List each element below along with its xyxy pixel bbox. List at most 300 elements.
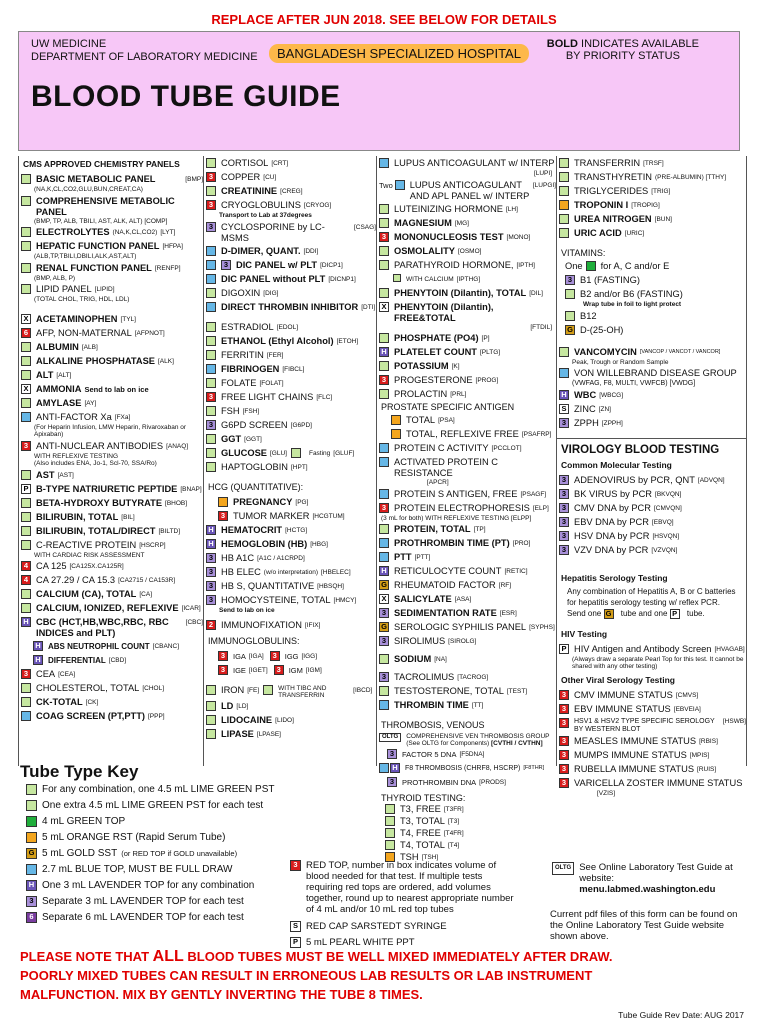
test-name: TSH [400,852,419,862]
test-bnap [19,484,203,496]
warning-line-2: POORLY MIXED TUBES CAN RESULT IN ERRONEOUS LAB RESULTS OR LAB INSTRUMENT [20,968,593,983]
lavender-box: 3 [559,475,569,485]
test-code: [PRODS] [479,779,506,786]
test-code: [F5DNA] [459,751,485,758]
dept-line-1: UW MEDICINE [31,38,107,50]
test-cu [204,172,376,184]
test-sirolg [377,636,556,648]
lime-green-box [21,370,31,380]
test-tthy [557,172,746,184]
test-code: [CBD] [108,657,127,664]
test-name: CK-TOTAL [36,697,83,707]
test-sub [557,380,746,388]
test-name: ANTI-NUCLEAR ANTIBODIES [36,440,164,451]
test-name: for A, C and/or E [600,261,670,271]
warning-all: ALL [152,948,184,965]
test-ptt [377,552,556,564]
p-box: P [559,644,569,654]
x-box: X [21,314,31,324]
header-panel [18,31,740,151]
test-name: TRANSTHYRETIN [574,172,652,182]
lime-green-box [21,603,31,613]
test-name: ETHANOL (Ethyl Alcohol) [221,335,334,346]
test-name: FERRITIN [221,349,264,360]
test-hctg [204,525,376,537]
venous-heading: THROMBOSIS, VENOUS [381,720,485,730]
orange-box [391,415,401,425]
key-text: For any combination, one 4.5 mL LIME GREEN PST [42,784,275,795]
lime-green-box [565,289,575,299]
test-name: B2 and/or B6 (FASTING) [580,289,683,299]
oltg-text-line: See Online Laboratory Test Guide at website: [579,862,733,884]
test-name: ZPPH [574,417,599,428]
test-code: [ELP] [532,504,549,512]
test-elp [377,503,556,515]
test-code: [URIC] [624,230,645,237]
test-name: CA 125 [36,561,67,571]
test-note: Send to lab on ice [219,606,275,614]
test-name: CRYOGLOBULINS [221,200,301,210]
test-code: [P] [481,335,490,342]
lime-green-box [263,685,273,695]
lavender-box: 3 [379,672,389,682]
lime-green-box [559,172,569,182]
test-name: VARICELLA ZOSTER IMMUNE STATUS [574,777,743,788]
x-box: X [379,594,389,604]
test-edol [204,322,376,334]
test-vit-ace [557,261,746,273]
test-ig-row-1 [204,651,376,663]
key-sarstedt [288,921,518,933]
hepatitis-send-text-3: tube. [686,608,705,618]
test-name: LUPUS ANTICOAGULANT w/ INTERP [394,158,555,168]
test-sub-text: (VWFAG, F8, MULTI, VWFCB) [572,380,668,387]
lime-green-box [206,288,216,298]
test-code: [PG] [295,498,309,506]
test-sub: WITH TIBC AND TRANSFERRIN [278,685,327,699]
lime-green-box [21,398,31,408]
sarstedt-box: S [290,921,301,932]
test-name: ALT [36,369,54,380]
test-hbsqh [204,581,376,593]
blue-box [379,457,389,467]
test-code: [COMP] [144,217,168,225]
test-name: PROTEIN C ACTIVITY [394,443,489,453]
test-name: DIC PANEL w/ PLT [236,259,318,270]
test-name: HIV Antigen and Antibody Screen [574,643,712,654]
lime-green-box [206,350,216,360]
test-name: VON WILLEBRAND DISEASE GROUP [574,368,737,378]
lavender-box: H [26,880,37,891]
test-pltg [377,347,556,359]
red-box: 6 [21,328,31,338]
gold-box: G [26,848,37,859]
lime-green-box [206,158,216,168]
test-code: [HCGTUM] [312,512,345,520]
hepatitis-text: Any combination of Hepatitis A, B or C batteries for hepatitis serology testing w/ reflex PCR. [567,586,736,607]
key-green [24,816,284,828]
test-trsf [557,158,746,170]
test-cvth [377,733,556,747]
lime-green-box [21,356,31,366]
test-lupgi [377,180,556,202]
test-name: LIPASE [221,729,254,739]
red-box: 3 [559,718,569,728]
test-code: [FXa] [114,413,131,421]
lavender-box: 3 [206,567,216,577]
test-name: TACROLIMUS [394,672,455,682]
replace-banner: REPLACE AFTER JUN 2018. SEE BELOW FOR DETAILS [211,12,557,27]
test-biltd [19,526,203,538]
test-code: [ETOH] [336,337,359,345]
test-code: [PTT] [414,554,431,561]
test-code: [TP] [473,526,486,533]
test-code: [BUN] [654,216,672,223]
hepatitis-send-text-2: tube and one [620,608,668,618]
key-text: Separate 6 mL LAVENDER TOP for each test [42,912,244,923]
test-code: [PPP] [147,713,165,720]
test-name: T3, TOTAL [400,816,445,826]
test-name: MEASLES IMMUNE STATUS [574,735,697,746]
test-name: IGM [288,666,303,675]
red-box: 3 [206,200,216,210]
blue-box [206,260,216,270]
lavender-box: H [379,566,389,576]
test-hmcy [204,595,376,607]
lavender-box: 3 [387,777,397,787]
test-sub: (NA,K,CL,CO2,GLU,BUN,CREAT,CA) [34,186,143,193]
lime-green-box [206,701,216,711]
test-name: CEA [36,669,56,679]
test-flc [204,392,376,404]
test-bun [557,214,746,226]
test-name: PROTEIN S ANTIGEN, FREE [394,488,518,499]
test-code: [IPTH] [516,261,535,269]
test-mg [377,218,556,230]
test-tyl [19,314,203,326]
warning-line-3: MALFUNCTION. MIX BY GENTLY INVERTING THE TUBE 8 TIMES. [20,987,423,1002]
psa-heading: PROSTATE SPECIFIC ANTIGEN [381,402,515,412]
test-ipth [377,260,556,272]
key-lavender-3 [24,896,284,908]
test-name: TOTAL [406,415,436,425]
test-code: [ADVQN] [697,476,725,484]
test-hcgtum [204,511,376,523]
lime-green-box [206,685,216,695]
test-sub [19,218,203,226]
test-name: GGT [221,433,242,444]
warning-line-1 [20,947,760,966]
test-alb [19,342,203,354]
test-name: CMV DNA by PCR [574,502,651,513]
test-name: THROMBIN TIME [394,700,469,710]
green-box [586,261,596,271]
key-text: Separate 3 mL LAVENDER TOP for each test [42,896,244,907]
test-note: Send to lab on ice [84,384,149,394]
test-pro [377,538,556,550]
green-box [26,816,37,827]
test-name: RETICULOCYTE COUNT [394,566,502,576]
test-p [377,333,556,345]
tube-key-title: Tube Type Key [20,762,139,781]
lime-green-box [21,589,31,599]
test-name: CALCIUM, IONIZED, REFLEXIVE [36,603,179,613]
blue-box [379,158,389,168]
lime-green-box [565,311,575,321]
p-box: P [670,609,680,619]
test-advqn [557,475,746,487]
test-code: [LUPGI] [532,181,556,189]
test-name: PREGNANCY [233,496,293,507]
red-box: 3 [379,232,389,242]
test-name: AFP, NON-MATERNAL [36,327,132,338]
test-tp [377,524,556,536]
test-code: [MPIS] [689,751,710,759]
test-hvagab [557,644,746,656]
test-name: SEROLOGIC SYPHILIS PANEL [394,622,527,632]
lime-green-box [379,260,389,270]
lime-green-box [379,204,389,214]
blue-box [559,368,569,378]
test-name: PROTHROMBIN TIME (PT) [394,538,510,548]
test-prl [377,389,556,401]
test-t4 [377,840,556,852]
key-text: 4 mL GREEN TOP [42,816,126,827]
test-name: GLUCOSE [221,447,267,458]
orange-box [559,200,569,210]
red-box: 4 [21,575,31,585]
test-name: LUPUS ANTICOAGULANT AND APL PANEL w/ INTERP [409,179,530,201]
test-zn [557,404,746,416]
lavender-box: 3 [206,553,216,563]
test-name: EBV IMMUNE STATUS [574,703,671,714]
test-name: OSMOLALITY [394,245,455,256]
test-vit-b12 [557,311,746,323]
test-code: [HBSQH] [317,582,344,590]
test-syphs [377,622,556,634]
blue-box [206,274,216,284]
lime-green-box [379,218,389,228]
test-code: [AY] [84,399,97,407]
test-hpt [204,462,376,474]
test-code: [LH] [505,205,518,213]
gold-box: G [604,609,614,619]
red-box: 3 [559,690,569,700]
key-blue [24,864,284,876]
test-code: [TRIG] [651,188,671,195]
test-code: [ASA] [454,596,472,603]
test-psa [377,415,556,427]
hcg-heading: HCG (QUANTITATIVE): [208,481,304,492]
test-code: [ESR] [499,610,517,617]
test-ca [19,589,203,601]
lime-green-box [559,186,569,196]
virology-heading: VIROLOGY BLOOD TESTING [561,443,720,456]
test-name: PROLACTIN [394,389,448,399]
test-f8thr [377,763,556,775]
test-name: LUTEINIZING HORMONE [394,203,503,214]
lavender-box: H [33,641,43,651]
test-sub: Peak, Trough or Random Sample [572,358,669,366]
fasting-label: Fasting [308,449,331,457]
lime-green-box [206,406,216,416]
lime-green-box [206,336,216,346]
test-name: VZV DNA by PCR [574,544,649,555]
lavender-box: 3 [559,545,569,555]
test-esr [377,608,556,620]
test-uric [557,228,746,240]
test-afp [19,328,203,340]
warning-text: PLEASE NOTE THAT [20,949,153,964]
test-name: PROTEIN, TOTAL [394,524,471,534]
other-viral-heading: Other Viral Serology Testing [561,674,675,685]
test-etoh [204,336,376,348]
lavender-box: H [33,655,43,665]
tube-key-left [24,782,284,928]
test-ddi [204,246,376,258]
test-code: [CA125X.CA125R] [69,563,124,570]
red-box: 3 [379,375,389,385]
red-box: 3 [559,704,569,714]
test-code: [IGA] [248,653,264,660]
test-code: [AST] [57,471,74,479]
test-trig [557,186,746,198]
test-name: FSH [221,405,240,416]
test-name: RENAL FUNCTION PANEL [36,262,152,273]
test-code: [RBIS] [699,737,718,745]
website-link[interactable]: menu.labmed.washington.edu [579,884,716,895]
test-sub: (See OLTG for Components) [406,740,490,747]
test-code: [APCR] [427,479,449,486]
test-na [377,654,556,666]
gold-box: G [379,580,389,590]
gold-box: G [379,622,389,632]
test-hfpa [19,241,203,253]
test-lh [377,204,556,216]
priority-line-1: INDICATES AVAILABLE [577,38,699,50]
orange-box [391,429,401,439]
hepatitis-send-text: Send one [567,608,602,618]
immuno-heading: IMMUNOGLOBULINS: [208,636,300,646]
test-name: CA 27.29 / CA 15.3 [36,575,116,585]
key-text: One extra 4.5 mL LIME GREEN PST for each test [42,800,264,811]
red-box: 3 [559,778,569,788]
test-code: [FIBCL] [282,365,305,373]
test-name: HSV DNA by PCR [574,530,650,541]
test-ipthg [377,274,556,286]
lime-green-box [559,158,569,168]
test-code: [SIROLG] [448,638,477,645]
test-code: [DIG] [263,289,279,297]
test-name: LD [221,701,234,711]
test-name: BK VIRUS by PCR [574,488,653,499]
one-label: One [565,261,583,271]
warning-text: BLOOD TUBES MUST BE WELL MIXED IMMEDIATELY AFTER DRAW. [183,949,613,964]
test-code: [MG] [454,219,469,227]
test-code: [T4FR] [443,830,464,837]
test-code: [ALB] [81,343,98,351]
test-ebveia [557,704,746,716]
test-name: POTASSIUM [394,361,449,371]
lavender-box: 3 [565,275,575,285]
test-name: CBC (HCT,HB,WBC,RBC, RBC INDICES and PLT) [36,617,169,638]
test-fibcl [204,364,376,376]
test-retic [377,566,556,578]
test-code: [FE] [247,687,260,694]
test-code: [LYT] [160,229,176,236]
lavender-box: 3 [379,636,389,646]
test-code: [DTI] [361,303,376,311]
blue-box [26,864,37,875]
test-name: HEMOGLOBIN (HB) [221,538,308,549]
test-name: B12 [580,310,597,321]
test-sub: (Also includes ENA, Jo-1, Scl-70, SSA/Ro) [34,460,157,467]
test-name: COPPER [221,172,261,182]
test-name: FREE LIGHT CHAINS [221,391,314,402]
test-code: [F8THR] [523,765,545,771]
dept-line-2: DEPARTMENT OF LABORATORY MEDICINE [31,51,258,63]
test-code: [TACROG] [457,674,489,681]
test-name: ZINC [574,403,596,414]
test-code: [IGG] [301,653,318,660]
test-code: [LPASE] [256,731,281,738]
lavender-box: 3 [559,531,569,541]
test-name: FOLATE [221,377,257,388]
test-code: [ICAR] [181,605,201,612]
priority-note [547,38,699,62]
test-code: [CA2715 / CA153R] [118,577,176,584]
test-code: [LD] [236,703,249,710]
test-name: LIDOCAINE [221,715,273,725]
test-code: [GGT] [244,435,262,443]
lime-green-box [559,228,569,238]
test-cbc [19,617,203,639]
test-t4fr [377,828,556,840]
sarstedt-box: S [559,404,569,414]
test-tropig [557,200,746,212]
test-name: HB S, QUANTITATIVE [221,580,315,591]
test-vanco [557,347,746,359]
test-sub: WITH CALCIUM [406,275,454,283]
test-name: TOTAL, REFLEXIVE FREE [406,429,519,439]
key-text: 2.7 mL BLUE TOP, MUST BE FULL DRAW [42,864,233,875]
orange-box [218,497,228,507]
test-code: [CHOL] [142,685,164,692]
test-name: URIC ACID [574,228,622,238]
test-code: [G6PD] [290,421,312,429]
test-sub-text: (3 mL for both) WITH REFLEXIVE TESTING [381,514,510,522]
test-code: [CVTHI / CVTHN] [491,740,543,747]
lime-green-box [21,227,31,237]
test-code: [CMVS] [675,691,699,699]
lime-green-box [21,196,31,206]
test-vzis [557,778,746,790]
red-box: 3 [559,736,569,746]
key-text: RED CAP SARSTEDT SYRINGE [306,921,447,932]
test-dicnp1 [204,274,376,286]
lavender-box: 3 [206,420,216,430]
test-code: [PCCLOT] [491,445,522,452]
test-code: [NA] [434,656,447,663]
lavender-box: 3 [206,595,216,605]
test-name: TUMOR MARKER [233,510,310,521]
test-name: VANCOMYCIN [574,346,637,357]
test-name: HB A1C [221,552,255,563]
test-note: (Always draw a separate Pearl Top for this test. It cannot be shared with any other testing) [572,655,744,670]
test-name: COMPREHENSIVE METABOLIC PANEL [36,195,175,217]
test-bhob [19,498,203,510]
blue-box [206,364,216,374]
